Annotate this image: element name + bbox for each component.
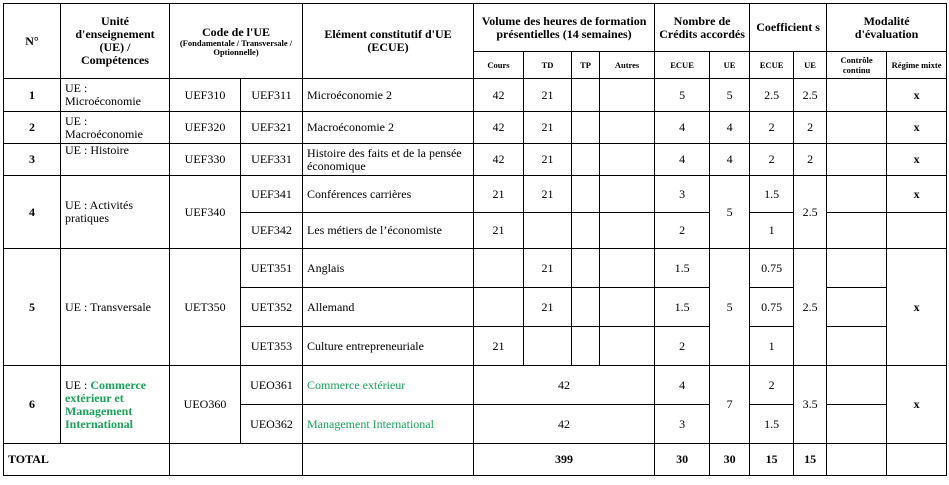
- credits-ecue: 2: [655, 327, 710, 366]
- ecue-name: Les métiers de l’économiste: [303, 213, 474, 249]
- credits-ecue: 1.5: [655, 288, 710, 327]
- header-coef-ecue: ECUE: [750, 52, 794, 79]
- header-cours: Cours: [474, 52, 524, 79]
- ue-name: UE : Histoire: [61, 144, 170, 176]
- row-no: 2: [4, 112, 61, 144]
- coef-ecue: 2: [750, 144, 794, 176]
- header-ecue: Elément constitutif d'UE (ECUE): [303, 4, 474, 79]
- credits-ecue: 4: [655, 144, 710, 176]
- total-code: [170, 444, 303, 476]
- header-controle: Contrôle continu: [827, 52, 887, 79]
- ecue-name: Macroéconomie 2: [303, 112, 474, 144]
- ecue-name: Allemand: [303, 288, 474, 327]
- coef-ecue: 2: [750, 112, 794, 144]
- ecue-name: Commerce extérieur: [303, 366, 474, 405]
- ue-code: UEF340: [170, 176, 241, 249]
- controle-continu: [827, 79, 887, 112]
- hours-tp: [572, 79, 600, 112]
- credits-ue: 4: [710, 112, 750, 144]
- total-coef-ecue: 15: [750, 444, 794, 476]
- hours-autres: [600, 288, 655, 327]
- hours-cours: 21: [474, 327, 524, 366]
- hours-autres: [600, 112, 655, 144]
- total-row: [4, 444, 947, 476]
- row-no: 6: [4, 366, 61, 444]
- regime-mixte: x: [887, 366, 947, 444]
- regime-mixte: x: [887, 79, 947, 112]
- ecue-code: UET351: [241, 249, 303, 288]
- regime-mixte: [887, 213, 947, 249]
- total-controle: [827, 444, 887, 476]
- hours-volume: 42: [474, 405, 655, 444]
- credits-ecue: 2: [655, 213, 710, 249]
- header-credits-ecue: ECUE: [655, 52, 710, 79]
- table-row: [4, 112, 947, 144]
- controle-continu: [827, 144, 887, 176]
- coef-ecue: 0.75: [750, 249, 794, 288]
- coef-ue: 2: [794, 112, 827, 144]
- ue-green-name: Commerce extérieur et Management International: [65, 377, 147, 431]
- hours-cours: 21: [474, 213, 524, 249]
- hours-tp: [572, 213, 600, 249]
- hours-cours: 42: [474, 112, 524, 144]
- ecue-code: UEO362: [241, 405, 303, 444]
- ue-name: [61, 366, 170, 444]
- hours-volume: 42: [474, 366, 655, 405]
- total-credits-ue: 30: [710, 444, 750, 476]
- header-modalite: Modalité d'évaluation: [827, 4, 947, 52]
- curriculum-table: [3, 3, 947, 476]
- regime-mixte: x: [887, 112, 947, 144]
- controle-continu: [827, 366, 887, 405]
- header-regime: Régime mixte: [887, 52, 947, 79]
- regime-mixte: x: [887, 249, 947, 366]
- ecue-name: Anglais: [303, 249, 474, 288]
- ecue-code: UEF342: [241, 213, 303, 249]
- table-row: [4, 366, 947, 405]
- header-code-title: Code de l'UE: [202, 24, 271, 39]
- total-label: TOTAL: [4, 444, 170, 476]
- hours-tp: [572, 176, 600, 213]
- ecue-code: UEF321: [241, 112, 303, 144]
- hours-td: 21: [524, 144, 572, 176]
- hours-td: 21: [524, 79, 572, 112]
- hours-td: [524, 213, 572, 249]
- table-row: [4, 249, 947, 288]
- ue-name: UE : Macroéconomie: [61, 112, 170, 144]
- coef-ue: 2.5: [794, 79, 827, 112]
- credits-ecue: 4: [655, 366, 710, 405]
- header-credits-ue: UE: [710, 52, 750, 79]
- hours-td: 21: [524, 249, 572, 288]
- credits-ecue: 5: [655, 79, 710, 112]
- coef-ecue: 1: [750, 327, 794, 366]
- ue-code: UEO360: [170, 366, 241, 444]
- credits-ue: 4: [710, 144, 750, 176]
- total-regime: [887, 444, 947, 476]
- hours-cours: 21: [474, 176, 524, 213]
- coef-ecue: 1: [750, 213, 794, 249]
- ue-code: UET350: [170, 249, 241, 366]
- hours-cours: [474, 249, 524, 288]
- coef-ue: 2.5: [794, 176, 827, 249]
- credits-ue: 5: [710, 79, 750, 112]
- ue-name: UE : Activités pratiques: [61, 176, 170, 249]
- hours-tp: [572, 112, 600, 144]
- hours-cours: 42: [474, 79, 524, 112]
- controle-continu: [827, 112, 887, 144]
- controle-continu: [827, 249, 887, 288]
- ecue-code: UET352: [241, 288, 303, 327]
- ue-code: UEF330: [170, 144, 241, 176]
- regime-mixte: x: [887, 144, 947, 176]
- total-ecue: [303, 444, 474, 476]
- table-row: [4, 176, 947, 213]
- ue-name: UE : Transversale: [61, 249, 170, 366]
- coef-ue: 3.5: [794, 366, 827, 444]
- coef-ue: 2.5: [794, 249, 827, 366]
- header-row: [4, 4, 947, 52]
- controle-continu: [827, 213, 887, 249]
- ecue-name: Management International: [303, 405, 474, 444]
- ecue-code: UEF341: [241, 176, 303, 213]
- hours-cours: [474, 288, 524, 327]
- coef-ecue: 1.5: [750, 176, 794, 213]
- credits-ue: 5: [710, 249, 750, 366]
- hours-autres: [600, 213, 655, 249]
- ecue-name: Culture entrepreneuriale: [303, 327, 474, 366]
- credits-ecue: 1.5: [655, 249, 710, 288]
- header-autres: Autres: [600, 52, 655, 79]
- ecue-code: UEO361: [241, 366, 303, 405]
- header-coef: Coefficient s: [750, 4, 827, 52]
- credits-ecue: 3: [655, 405, 710, 444]
- hours-td: 21: [524, 288, 572, 327]
- hours-td: 21: [524, 112, 572, 144]
- hours-tp: [572, 144, 600, 176]
- header-coef-ue: UE: [794, 52, 827, 79]
- table-row: [4, 79, 947, 112]
- controle-continu: [827, 288, 887, 327]
- coef-ue: 2: [794, 144, 827, 176]
- coef-ecue: 2.5: [750, 79, 794, 112]
- coef-ecue: 2: [750, 366, 794, 405]
- header-volume: Volume des heures de formation présentielles (14 semaines): [474, 4, 655, 52]
- hours-autres: [600, 144, 655, 176]
- hours-td: [524, 327, 572, 366]
- row-no: 3: [4, 144, 61, 176]
- header-ue: Unité d'enseignement (UE) / Compétences: [61, 4, 170, 79]
- ue-prefix: UE :: [65, 377, 91, 392]
- hours-td: 21: [524, 176, 572, 213]
- total-volume: 399: [474, 444, 655, 476]
- ecue-name: Microéconomie 2: [303, 79, 474, 112]
- header-credits: Nombre de Crédits accordés: [655, 4, 750, 52]
- credits-ue: 7: [710, 366, 750, 444]
- row-no: 1: [4, 79, 61, 112]
- hours-tp: [572, 288, 600, 327]
- controle-continu: [827, 176, 887, 213]
- header-tp: TP: [572, 52, 600, 79]
- coef-ecue: 0.75: [750, 288, 794, 327]
- credits-ecue: 4: [655, 112, 710, 144]
- hours-autres: [600, 327, 655, 366]
- header-code-subtitle: (Fondamentale / Transversale / Optionnelle): [179, 37, 293, 57]
- hours-autres: [600, 176, 655, 213]
- credits-ecue: 3: [655, 176, 710, 213]
- total-credits-ecue: 30: [655, 444, 710, 476]
- row-no: 5: [4, 249, 61, 366]
- controle-continu: [827, 327, 887, 366]
- header-no: N°: [4, 4, 61, 79]
- regime-mixte: x: [887, 176, 947, 213]
- header-td: TD: [524, 52, 572, 79]
- coef-ecue: 1.5: [750, 405, 794, 444]
- ecue-name: Histoire des faits et de la pensée économique: [303, 144, 474, 176]
- hours-autres: [600, 249, 655, 288]
- ecue-code: UEF311: [241, 79, 303, 112]
- table-row: [4, 144, 947, 176]
- hours-autres: [600, 79, 655, 112]
- ecue-code: UET353: [241, 327, 303, 366]
- hours-cours: 42: [474, 144, 524, 176]
- ue-code: UEF310: [170, 79, 241, 112]
- ecue-code: UEF331: [241, 144, 303, 176]
- row-no: 4: [4, 176, 61, 249]
- credits-ue: 5: [710, 176, 750, 249]
- total-coef-ue: 15: [794, 444, 827, 476]
- ue-code: UEF320: [170, 112, 241, 144]
- header-code: [170, 4, 303, 79]
- ecue-name: Conférences carrières: [303, 176, 474, 213]
- ue-name: UE : Microéconomie: [61, 79, 170, 112]
- controle-continu: [827, 405, 887, 444]
- hours-tp: [572, 249, 600, 288]
- hours-tp: [572, 327, 600, 366]
